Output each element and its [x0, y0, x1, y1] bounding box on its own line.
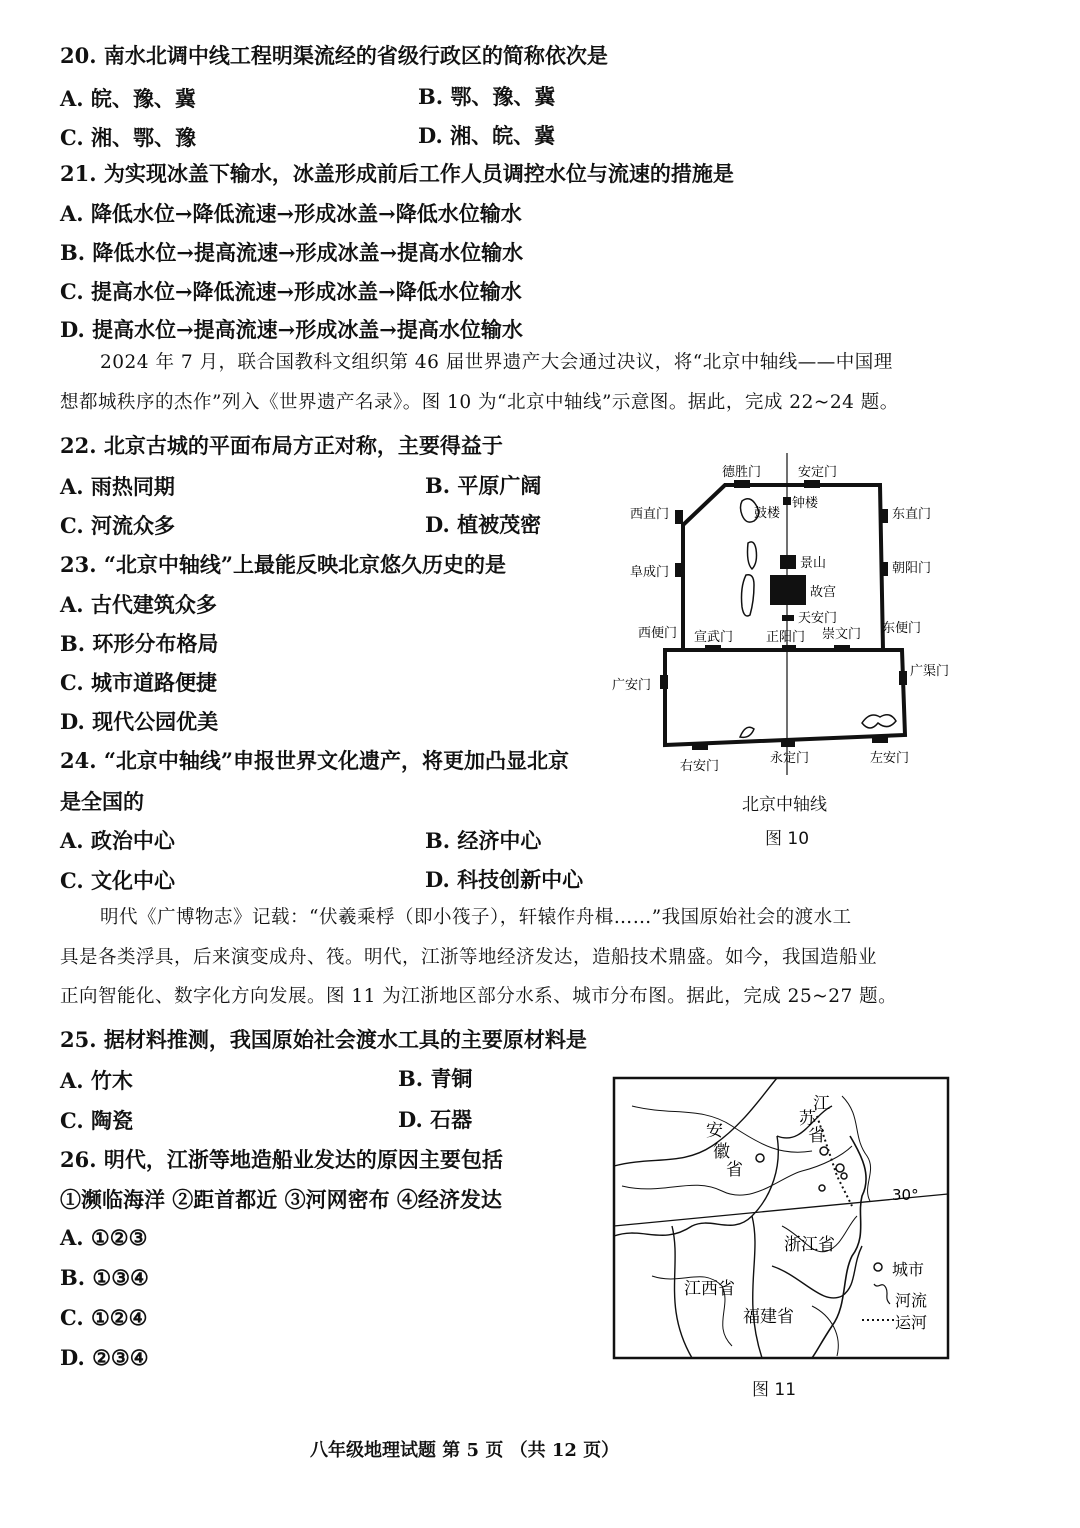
- q21-option-a[interactable]: A. 降低水位→降低流速→形成冰盖→降低水位输水: [60, 201, 522, 226]
- city-dot: [756, 1154, 764, 1162]
- city-dot: [820, 1147, 828, 1155]
- figure-11-jiangzhe-map: [612, 1076, 952, 1362]
- label-chongwenmen: 崇文门: [822, 627, 862, 642]
- q20-option-a[interactable]: A. 皖、豫、冀: [60, 86, 196, 111]
- q23-option-b[interactable]: B. 环形分布格局: [60, 631, 219, 656]
- tiananmen-mark: [782, 615, 794, 621]
- q23-stem: 23. “北京中轴线”上最能反映北京悠久历史的是: [60, 552, 507, 577]
- label-tiananmen: 天安门: [798, 611, 838, 626]
- label-fujian: 福建省: [743, 1307, 794, 1327]
- passage1-line1: 2024 年 7 月，联合国教科文组织第 46 届世界遗产大会通过决议，将“北京中轴线——中国理: [100, 352, 893, 373]
- legend-river-label: 河流: [895, 1291, 928, 1310]
- q22-stem: 22. 北京古城的平面布局方正对称，主要得益于: [60, 433, 503, 458]
- label-anhui-2: 徽: [713, 1142, 730, 1162]
- city-dot: [841, 1173, 847, 1179]
- label-deshengmen: 德胜门: [722, 465, 762, 480]
- label-zhejiang: 浙江省: [784, 1235, 835, 1255]
- q24-stem-line1: 24. “北京中轴线”申报世界文化遗产，将更加凸显北京: [60, 748, 570, 773]
- label-xizhimen: 西直门: [630, 507, 670, 522]
- q20-stem: 20. 南水北调中线工程明渠流经的省级行政区的简称依次是: [60, 43, 608, 68]
- label-andingmen: 安定门: [798, 465, 838, 480]
- q25-option-a[interactable]: A. 竹木: [60, 1068, 133, 1093]
- q20-option-b[interactable]: B. 鄂、豫、冀: [418, 84, 556, 109]
- q22-option-a[interactable]: A. 雨热同期: [60, 474, 175, 499]
- label-gulou: 鼓楼: [754, 506, 781, 521]
- q26-option-d[interactable]: D. ②③④: [60, 1345, 149, 1370]
- passage2-line3: 正向智能化、数字化方向发展。图 11 为江浙地区部分水系、城市分布图。据此，完成 25~27 题。: [60, 986, 898, 1007]
- q24-option-b[interactable]: B. 经济中心: [425, 828, 542, 853]
- page-footer: 八年级地理试题 第 5 页 （共 12 页）: [310, 1440, 620, 1461]
- label-jingshan: 景山: [800, 556, 827, 571]
- q20-option-c[interactable]: C. 湘、鄂、豫: [60, 125, 196, 150]
- label-yongdingmen: 永定门: [770, 751, 810, 766]
- figure-10-beijing-axis-map: [600, 445, 970, 790]
- q26-option-b[interactable]: B. ①③④: [60, 1265, 149, 1290]
- legend-canal-label: 运河: [895, 1313, 928, 1332]
- q25-option-c[interactable]: C. 陶瓷: [60, 1108, 133, 1133]
- label-jiangsu-2: 苏: [799, 1109, 816, 1129]
- q24-stem-line2: 是全国的: [60, 789, 144, 814]
- q26-option-a[interactable]: A. ①②③: [60, 1225, 148, 1250]
- q22-option-d[interactable]: D. 植被茂密: [425, 512, 542, 537]
- label-jiangsu-1: 江: [813, 1094, 830, 1114]
- label-guanganmen: 广安门: [612, 678, 652, 693]
- gugong-mark: [770, 575, 806, 605]
- passage2-line1: 明代《广博物志》记载：“伏羲乘桴（即小筏子），轩辕作舟楫……”我国原始社会的渡水工: [100, 907, 852, 928]
- label-dongbianmen: 东便门: [882, 621, 922, 636]
- city-dot: [836, 1164, 844, 1172]
- label-youanmen: 右安门: [680, 759, 720, 774]
- label-dongzhimen: 东直门: [892, 507, 932, 522]
- label-zhengyangmen: 正阳门: [766, 630, 806, 645]
- q24-option-c[interactable]: C. 文化中心: [60, 868, 175, 893]
- q22-option-c[interactable]: C. 河流众多: [60, 513, 175, 538]
- label-zuoanmen: 左安门: [870, 751, 910, 766]
- label-guangqumen: 广渠门: [910, 664, 950, 679]
- passage1-line2: 想都城秩序的杰作”列入《世界遗产名录》。图 10 为“北京中轴线”示意图。据此，完成 22~24 题。: [60, 392, 899, 413]
- zhonglou-mark: [783, 497, 791, 505]
- city-dot: [819, 1185, 825, 1191]
- q21-option-d[interactable]: D. 提高水位→提高流速→形成冰盖→提高水位输水: [60, 317, 523, 342]
- label-chaoyangmen: 朝阳门: [892, 561, 932, 576]
- q26-option-c[interactable]: C. ①②④: [60, 1305, 148, 1330]
- jingshan-mark: [780, 555, 796, 569]
- legend-city-icon: [874, 1263, 882, 1271]
- figure-10-caption: 图 10: [765, 829, 810, 849]
- q22-option-b[interactable]: B. 平原广阔: [425, 473, 542, 498]
- label-zhonglou: 钟楼: [792, 496, 819, 511]
- q24-option-a[interactable]: A. 政治中心: [60, 828, 175, 853]
- label-gugong: 故宫: [810, 585, 837, 600]
- q20-option-d[interactable]: D. 湘、皖、冀: [418, 123, 556, 148]
- q25-option-b[interactable]: B. 青铜: [398, 1066, 473, 1091]
- label-anhui-3: 省: [726, 1160, 743, 1180]
- q25-stem: 25. 据材料推测，我国原始社会渡水工具的主要原材料是: [60, 1027, 587, 1052]
- label-latitude-30: 30°: [892, 1186, 919, 1204]
- q26-stem: 26. 明代，江浙等地造船业发达的原因主要包括: [60, 1147, 503, 1172]
- label-jiangxi: 江西省: [684, 1279, 735, 1299]
- label-xibianmen: 西便门: [638, 626, 678, 641]
- label-xuanwumen: 宣武门: [694, 630, 734, 645]
- q24-option-d[interactable]: D. 科技创新中心: [425, 867, 584, 892]
- label-fuchengmen: 阜成门: [630, 565, 670, 580]
- legend-city-label: 城市: [892, 1260, 925, 1279]
- q23-option-d[interactable]: D. 现代公园优美: [60, 709, 219, 734]
- label-anhui-1: 安: [706, 1121, 723, 1141]
- q21-stem: 21. 为实现冰盖下输水，冰盖形成前后工作人员调控水位与流速的措施是: [60, 161, 734, 186]
- q23-option-a[interactable]: A. 古代建筑众多: [60, 592, 217, 617]
- figure-10-title: 北京中轴线: [742, 795, 827, 815]
- passage2-line2: 具是各类浮具，后来演变成舟、筏。明代，江浙等地经济发达，造船技术鼎盛。如今，我国造船业: [60, 947, 878, 968]
- q21-option-c[interactable]: C. 提高水位→降低流速→形成冰盖→降低水位输水: [60, 279, 522, 304]
- label-jiangsu-3: 省: [808, 1126, 825, 1146]
- outer-city-wall: [665, 650, 905, 745]
- q21-option-b[interactable]: B. 降低水位→提高流速→形成冰盖→提高水位输水: [60, 240, 524, 265]
- q26-items: ①濒临海洋 ②距首都近 ③河网密布 ④经济发达: [60, 1187, 502, 1212]
- q23-option-c[interactable]: C. 城市道路便捷: [60, 670, 217, 695]
- q25-option-d[interactable]: D. 石器: [398, 1107, 473, 1132]
- figure-11-caption: 图 11: [752, 1380, 797, 1400]
